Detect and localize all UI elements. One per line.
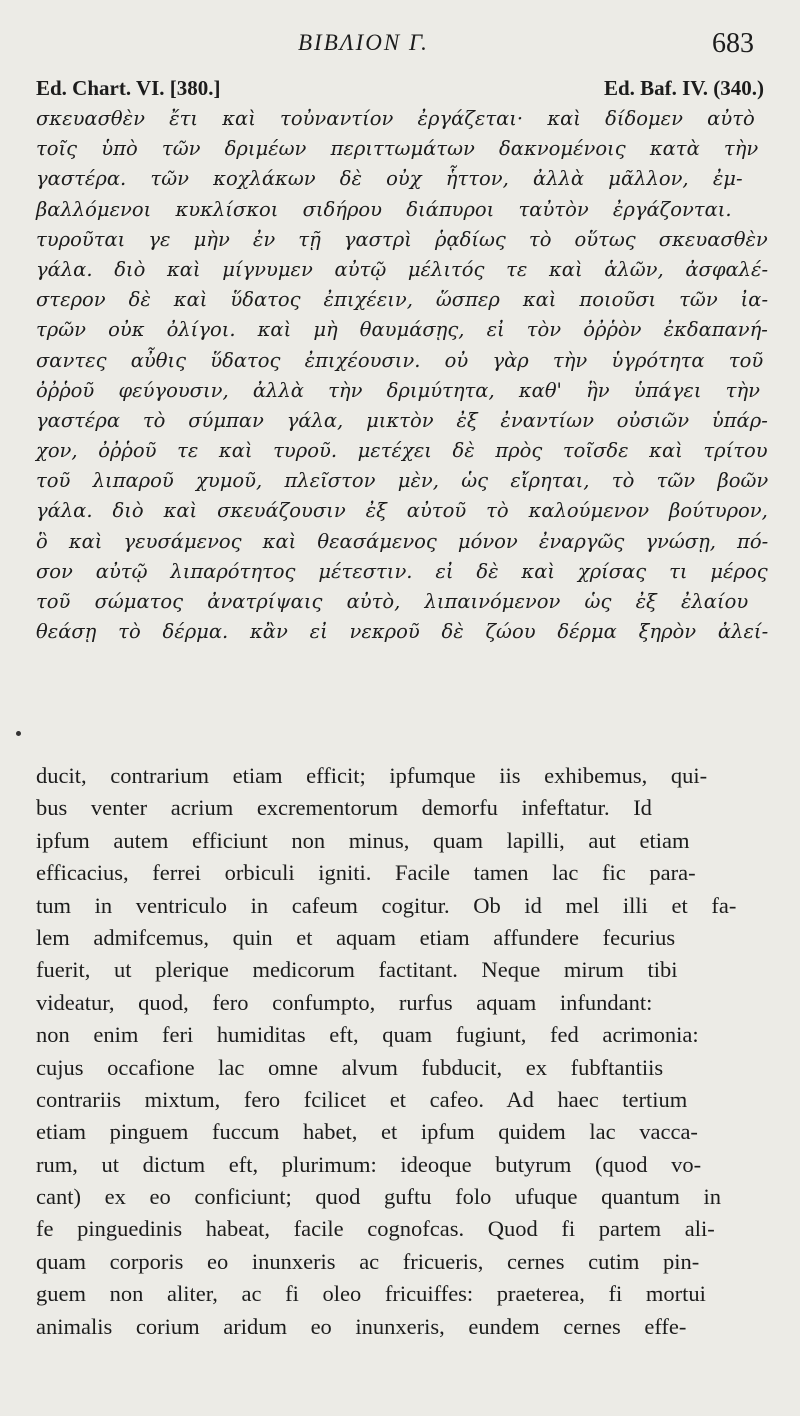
greek-text-block bbox=[36, 104, 776, 647]
greek-line: τοῦ σώματος ἀνατρίψαις αὐτὸ, λιπαινόμενον ὡς ἐξ ἐλαίου bbox=[36, 590, 749, 613]
latin-line: efficacius, ferrei orbiculi igniti. Facile tamen lac fic para- bbox=[36, 860, 696, 886]
greek-line: χον, ὀῤῥοῦ τε καὶ τυροῦ. μετέχει δὲ πρὸς τοῖσδε καὶ τρίτου bbox=[36, 439, 768, 463]
latin-line: non enim feri humiditas eft, quam fugiunt, fed acrimonia: bbox=[36, 1022, 699, 1048]
page-number: 683 bbox=[712, 28, 754, 59]
latin-line: guem non aliter, ac fi oleo fricuiffes: praeterea, fi mortui bbox=[36, 1281, 706, 1307]
greek-line: ὀῤῥοῦ φεύγουσιν, ἀλλὰ τὴν δριμύτητα, καθ' ἣν ὑπάγει τὴν bbox=[36, 378, 760, 402]
latin-text-block bbox=[36, 760, 776, 1343]
greek-line: βαλλόμενοι κυκλίσκοι σιδήρου διάπυροι ταὐτὸν ἐργάζονται. bbox=[36, 197, 732, 221]
greek-line: θεάσῃ τὸ δέρμα. κἂν εἰ νεκροῦ δὲ ζώου δέρμα ξηρὸν ἀλεί- bbox=[36, 620, 769, 644]
running-head bbox=[0, 28, 800, 68]
latin-line: lem admifcemus, quin et aquam etiam affundere fecurius bbox=[36, 924, 676, 950]
greek-line: τοῦ λιπαροῦ χυμοῦ, πλεῖστον μὲν, ὡς εἴρηται, τὸ τῶν βοῶν bbox=[36, 469, 769, 493]
latin-line: ducit, contrarium etiam efficit; ipfumque iis exhibemus, qui- bbox=[36, 763, 708, 788]
latin-line: contrariis mixtum, fero fcilicet et cafeo. Ad haec tertium bbox=[36, 1086, 688, 1112]
greek-line: σαντες αὖθις ὕδατος ἐπιχέουσιν. οὐ γὰρ τὴν ὑγρότητα τοῦ bbox=[36, 348, 764, 372]
latin-line: rum, ut dictum eft, plurimum: ideoque butyrum (quod vo- bbox=[36, 1151, 702, 1177]
latin-line: bus venter acrium excrementorum demorfu infeftatur. Id bbox=[36, 795, 652, 821]
edition-left: Ed. Chart. VI. [380.] bbox=[36, 76, 221, 100]
edition-right: Ed. Baf. IV. (340.) bbox=[603, 76, 764, 100]
latin-line: ipfum autem efficiunt non minus, quam lapilli, aut etiam bbox=[36, 827, 690, 853]
greek-line: σον αὐτῷ λιπαρότητος μέτεστιν. εἰ δὲ καὶ χρίσας τι μέρος bbox=[36, 559, 768, 583]
greek-line: στερον δὲ καὶ ὕδατος ἐπιχέειν, ὥσπερ καὶ ποιοῦσι τῶν ἰα- bbox=[36, 288, 769, 312]
greek-line: ὃ καὶ γευσάμενος καὶ θεασάμενος μόνον ἐναργῶς γνώσῃ, πό- bbox=[36, 529, 769, 553]
greek-line: γαστέρα τὸ σύμπαν γάλα, μικτὸν ἐξ ἐναντίων οὐσιῶν ὑπάρ- bbox=[36, 408, 768, 432]
edition-references bbox=[36, 72, 764, 106]
book-title: BIBΛIOΝ Γ. bbox=[298, 30, 429, 55]
greek-line: τοῖς ὑπὸ τῶν δριμέων περιττωμάτων δακνομένοις κατὰ τὴν bbox=[36, 137, 759, 161]
greek-line: γάλα. διὸ καὶ μίγνυμεν αὐτῷ μέλιτός τε καὶ ἁλῶν, ἀσφαλέ- bbox=[36, 257, 769, 281]
latin-line: etiam pinguem fuccum habet, et ipfum quidem lac vacca- bbox=[36, 1119, 698, 1145]
greek-line: σκευασθὲν ἔτι καὶ τοὐναντίον ἐργάζεται· καὶ δίδομεν αὐτὸ bbox=[36, 107, 755, 130]
margin-dot bbox=[16, 731, 21, 736]
greek-line: γάλα. διὸ καὶ σκευάζουσιν ἐξ αὐτοῦ τὸ καλούμενον βούτυρον, bbox=[36, 499, 768, 523]
latin-line: quam corporis eo inunxeris ac fricueris, cernes cutim pin- bbox=[36, 1248, 700, 1274]
latin-line: tum in ventriculo in cafeum cogitur. Ob id mel illi et fa- bbox=[36, 892, 737, 918]
greek-line: γαστέρα. τῶν κοχλάκων δὲ οὐχ ἧττον, ἀλλὰ μᾶλλον, ἐμ- bbox=[36, 167, 743, 191]
greek-line: τυροῦται γε μὴν ἐν τῇ γαστρὶ ῥᾳδίως τὸ οὕτως σκευασθὲν bbox=[36, 227, 768, 251]
latin-line: fe pinguedinis habeat, facile cognofcas. Quod fi partem ali- bbox=[36, 1216, 715, 1242]
latin-line: cujus occafione lac omne alvum fubducit, ex fubftantiis bbox=[36, 1054, 664, 1080]
latin-line: animalis corium aridum eo inunxeris, eundem cernes effe- bbox=[36, 1313, 687, 1339]
latin-line: cant) ex eo conficiunt; quod guftu folo ufuque quantum in bbox=[36, 1184, 721, 1210]
latin-line: fuerit, ut plerique medicorum factitant. Neque mirum tibi bbox=[36, 957, 678, 983]
latin-line: videatur, quod, fero confumpto, rurfus aquam infundant: bbox=[36, 989, 653, 1015]
greek-line: τρῶν οὐκ ὀλίγοι. καὶ μὴ θαυμάσῃς, εἰ τὸν ὀῤῥὸν ἐκδαπανή- bbox=[36, 318, 768, 342]
